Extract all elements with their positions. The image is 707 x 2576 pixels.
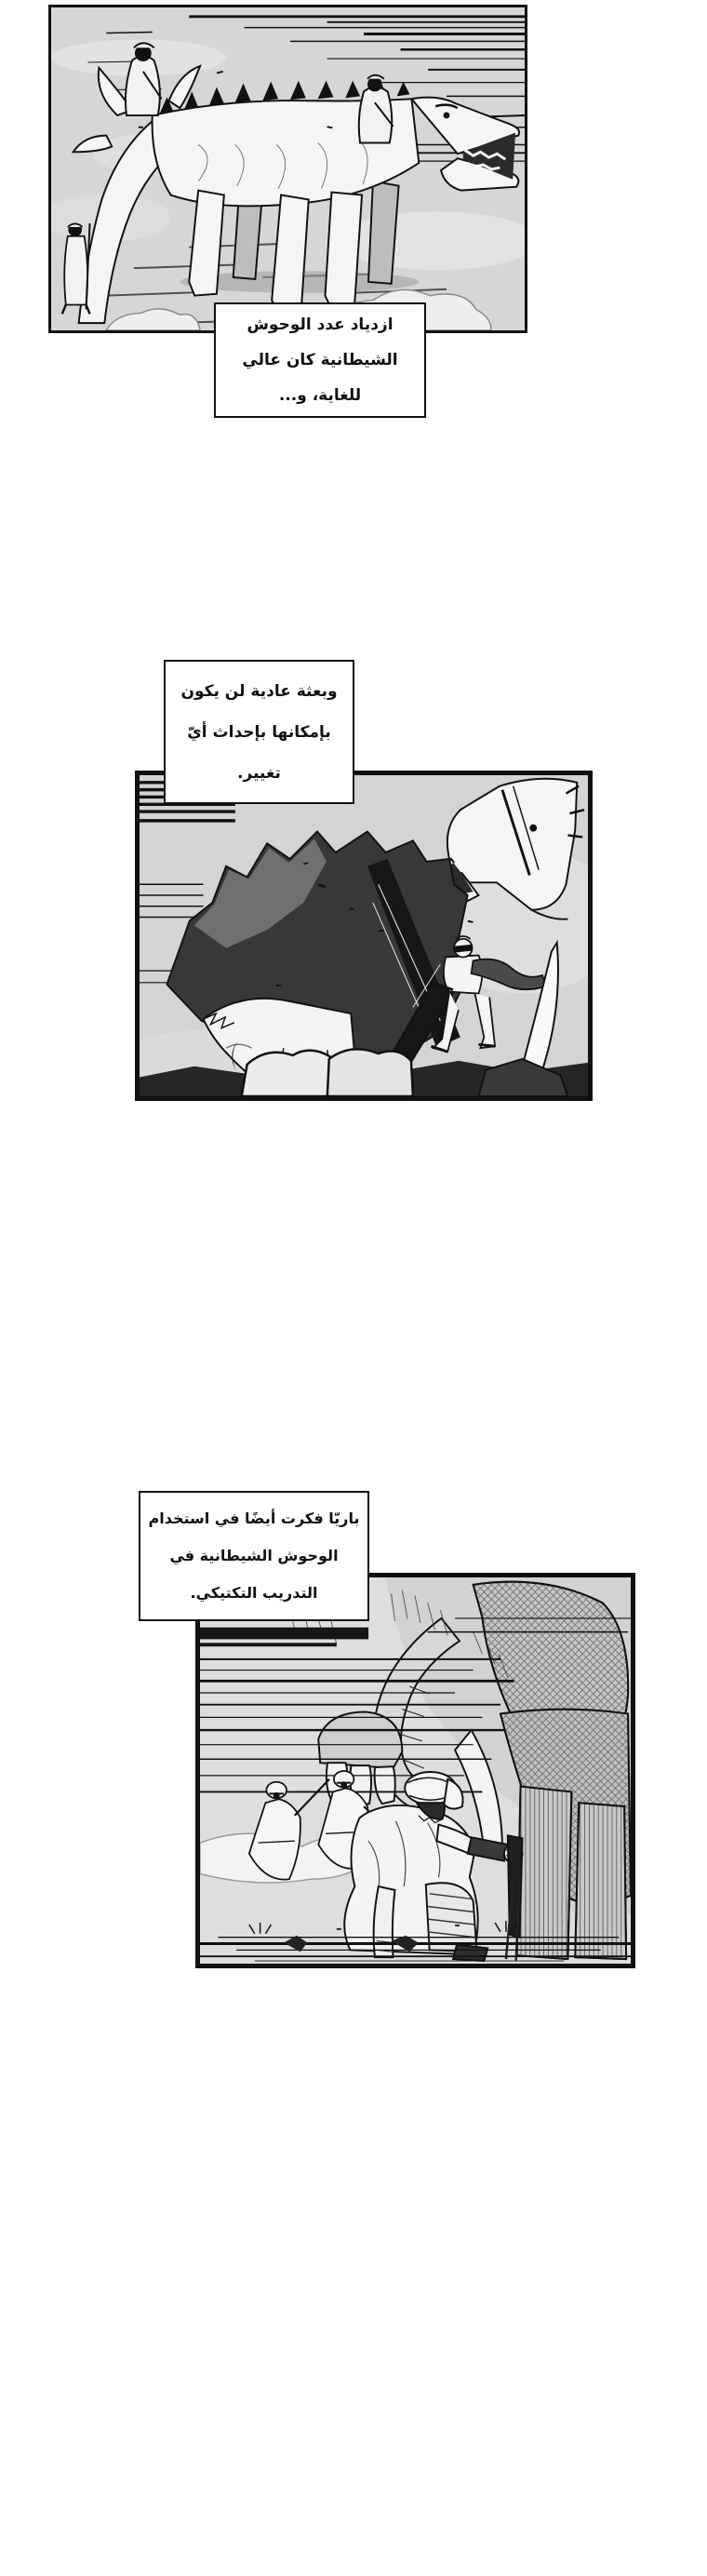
panel-3 (195, 1573, 635, 1968)
caption-2-line-2: بإمكانها بإحداث أيّ (187, 722, 331, 742)
caption-3-line-1: باريّا فكرت أيضًا في استخدام (148, 1509, 360, 1527)
caption-1-line-1: ازدياد عدد الوحوش (247, 315, 394, 334)
panel-1 (48, 5, 527, 333)
caption-box-3 (139, 1491, 369, 1621)
panel-2-art (140, 775, 588, 1096)
caption-box-2 (164, 660, 354, 804)
caption-3-line-3: التدريب التكتيكي. (190, 1584, 318, 1602)
panel-2 (135, 771, 593, 1101)
caption-3-line-2: الوحوش الشيطانية في (169, 1547, 339, 1564)
caption-1-line-3: للغاية، و... (278, 386, 362, 405)
panel-1-art (51, 7, 525, 330)
panel-3-art (200, 1577, 631, 1964)
caption-box-1 (214, 302, 426, 418)
caption-2-line-1: وبعثة عادية لن يكون (180, 681, 338, 701)
caption-1-line-2: الشيطانية كان عالي (242, 351, 398, 369)
caption-2-line-3: تغيير. (237, 763, 281, 783)
